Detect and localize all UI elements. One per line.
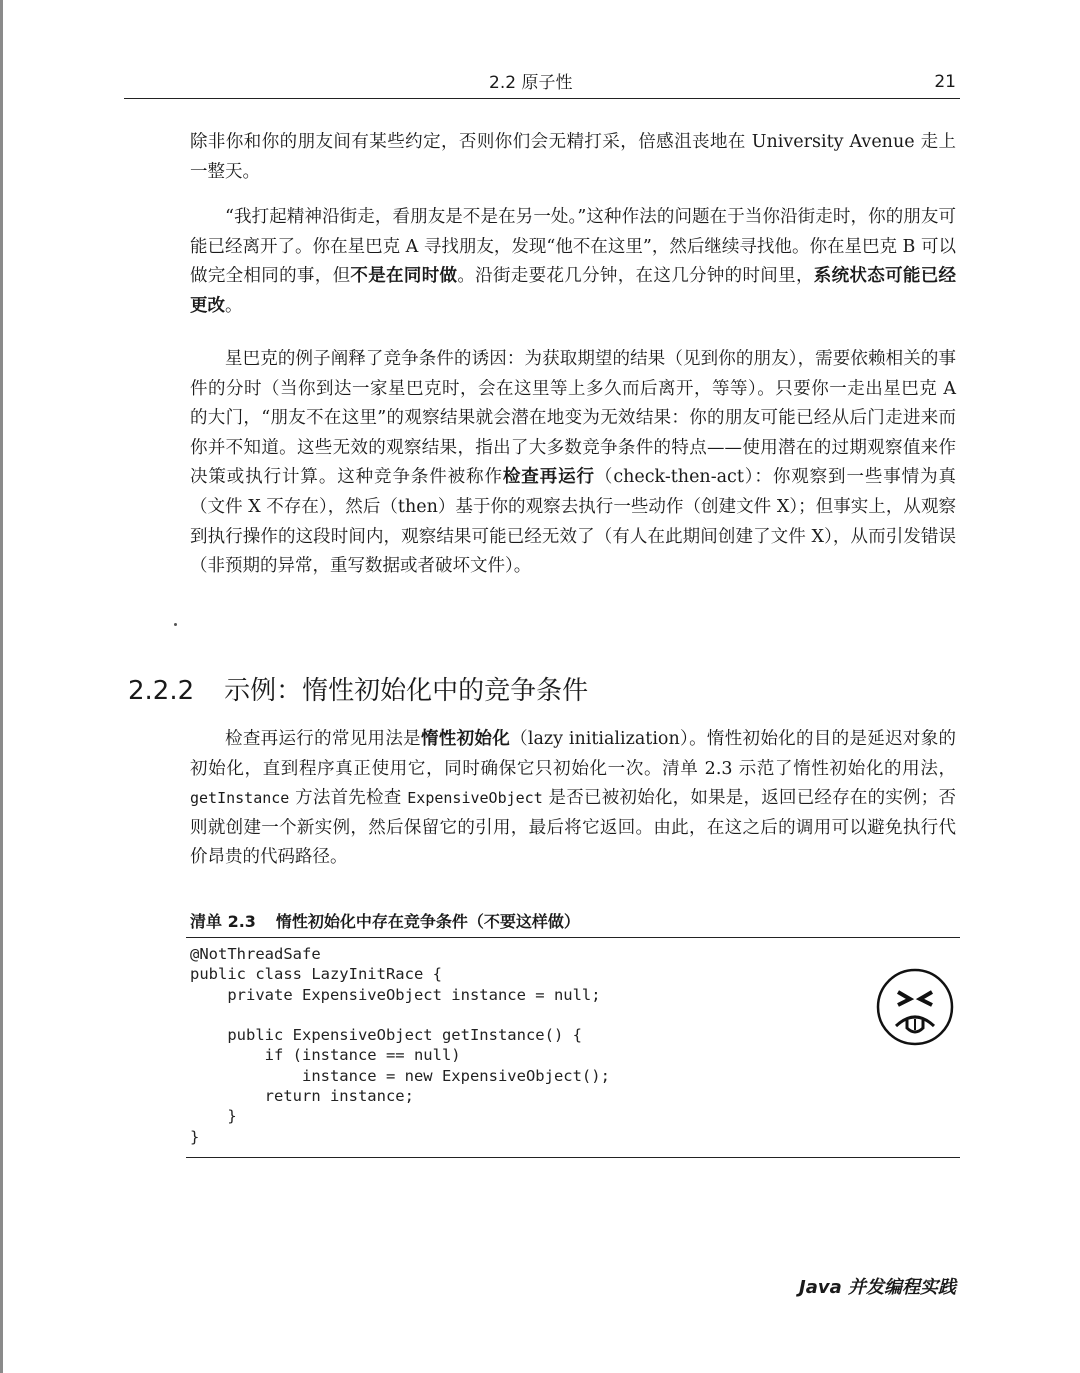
paragraph-4-text: 检查再运行的常见用法是 (225, 729, 421, 749)
paragraph-3 (190, 345, 956, 582)
paragraph-4-text-2: （lazy initialization）。惰性初始化的目的是延迟对象的初始化，直到程序真正使用它，同时确保它只初始化一次。清单 2.3 示范了惰性初始化的用法， (190, 729, 957, 779)
inline-code-expensiveobject: ExpensiveObject (407, 789, 543, 808)
listing-title: 惰性初始化中存在竞争条件（不要这样做） (275, 912, 580, 931)
section-heading (128, 670, 588, 707)
code-listing: @NotThreadSafe public class LazyInitRace { private ExpensiveObject instance = null; public ExpensiveObject getInstance() { if (instance == null) instance = new ExpensiveObject(); return instance; } } (190, 945, 610, 1146)
paragraph-4-text-3: 方法首先检查 (289, 788, 408, 809)
section-number: 2.2.2 (128, 676, 195, 706)
paragraph-4-text-4: 是否已被初始化，如果是，返回已经存在的实例；否则就创建一个新实例，然后保留它的引用，最后将它返回。由此，在这之后的调用可以避免执行代价昂贵的代码路径。 (190, 788, 956, 868)
paragraph-3-emphasis: 检查再运行 (502, 467, 595, 488)
paragraph-3-text: 星巴克的例子阐释了竞争条件的诱因：为获取期望的结果（见到你的朋友），需要依赖相关的事件的分时（当你到达一家星巴克时，会在这里等上多久而后离开，等等）。只要你一走出星巴克 A 的大门，“朋友不在这里”的观察结果就会潜在地变为无效结果：你的朋友可能已经从后门走进来而你并不知道。这些无效的观察结果，指出了大多数竞争条件的特点——使用潜在的过期观察值来作决策或执行计算。这种竞争条件被称作 (190, 349, 956, 488)
header-section-title: 2.2 原子性 (489, 73, 573, 93)
paragraph-2 (190, 203, 956, 321)
inline-code-getinstance: getInstance (190, 789, 290, 808)
paragraph-2-text-2: 。沿街走要花几分钟，在这几分钟的时间里， (457, 266, 814, 287)
paragraph-2-text-3: 。 (225, 295, 243, 316)
section-heading-title: 示例：惰性初始化中的竞争条件 (224, 676, 589, 706)
paragraph-3-text-2: （check-then-act）：你观察到一些事情为真（文件 X 不存在），然后（then）基于你的观察去执行一些动作（创建文件 X）；但事实上，从观察到执行操作的这段时间内，观察结果可能已经无效了（有人在此期间创建了文件 X），从而引发错误（非预期的异常，重写数据或者破坏文件）。 (190, 467, 956, 577)
page-number: 21 (934, 72, 956, 92)
angry-face-icon (874, 968, 956, 1046)
running-header (124, 66, 960, 99)
paragraph-4 (190, 725, 956, 873)
listing-top-rule (186, 937, 960, 938)
listing-number: 清单 2.3 (190, 912, 256, 931)
paragraph-1-text: 除非你和你的朋友间有某些约定，否则你们会无精打采，倍感沮丧地在 University Avenue 走上一整天。 (190, 132, 956, 182)
page-left-edge (0, 0, 3, 1373)
paragraph-2-emphasis-1: 不是在同时做 (350, 266, 458, 287)
footer-book-title: Java 并发编程实践 (799, 1277, 956, 1298)
paragraph-2-text: “我打起精神沿街走，看朋友是不是在另一处。”这种作法的问题在于当你沿街走时，你的朋友可能已经离开了。你在星巴克 A 寻找朋友，发现“他不在这里”，然后继续寻找他。你在星巴克 B 可以做完全相同的事，但 (190, 207, 956, 287)
scan-speck (174, 623, 177, 626)
listing-bottom-rule (186, 1157, 960, 1158)
paragraph-4-emphasis: 惰性初始化 (420, 729, 511, 749)
paragraph-2-emphasis-2: 系统状态可能已经更改 (190, 266, 957, 316)
paragraph-1 (190, 128, 956, 187)
listing-caption (190, 909, 580, 932)
